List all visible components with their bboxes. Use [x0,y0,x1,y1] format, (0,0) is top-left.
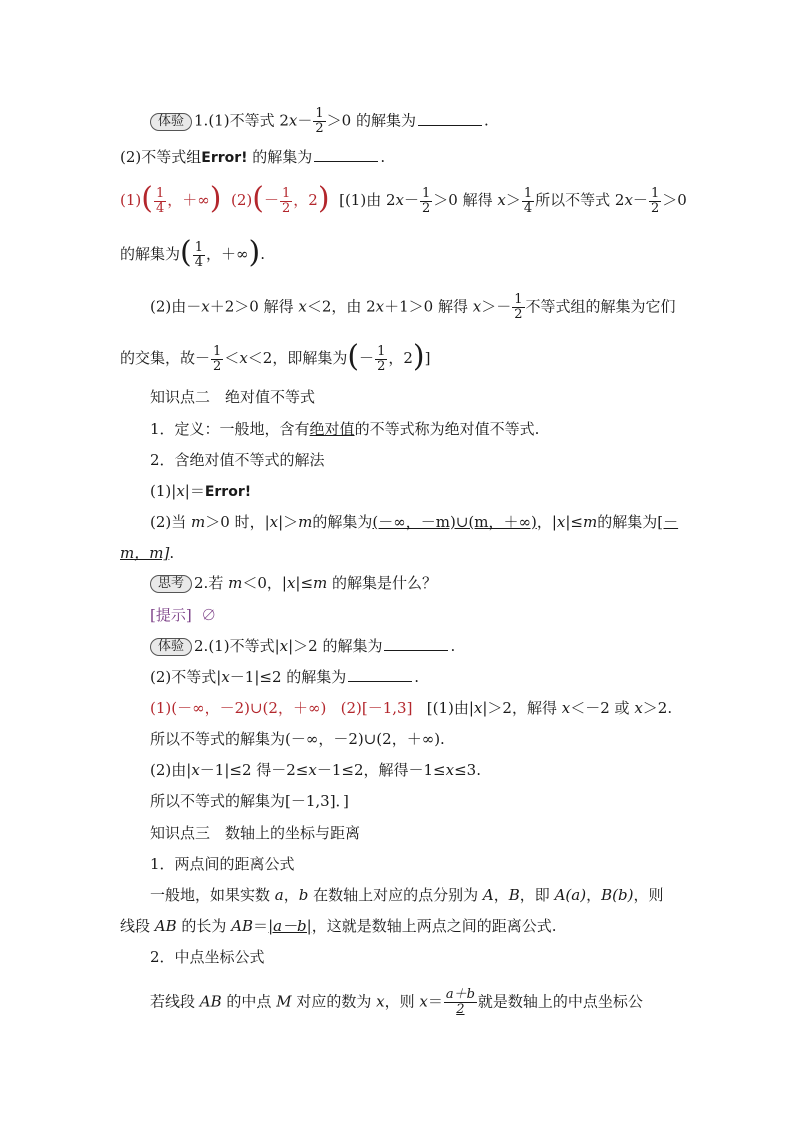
section-title-kp3: 知识点三 数轴上的坐标与距离 [150,824,361,842]
exercise-2-question-2: (2)不等式|x－1|≤2 的解集为 . [150,668,420,686]
exercise-1-question-2: (2)不等式组Error! 的解集为 . [120,148,386,166]
kp3-midpoint-title: 2．中点坐标公式 [150,948,265,966]
exercise-2-solution-2: (2)由|x－1|≤2 得－2≤x－1≤2，解得－1≤x≤3. [150,761,481,779]
kp3-midpoint-text: 若线段 AB 的中点 M 对应的数为 x，则 x＝ $\frac{a+b}{2}$ 就是数轴上的中点坐标公 [150,987,643,1017]
think-question: 思考 2.若 m＜0，|x|≤m 的解集是什么？ [150,573,437,594]
exercise-2-answer: (1)(－∞，－2)∪(2，＋∞) (2)[－1,3] [(1)由|x|＞2，解得 x＜－2 或 x＞2. [150,699,673,717]
kp2-when-line-2: m，m]. [120,544,175,562]
kp2-when-line: (2)当 m＞0 时，|x|＞m的解集为(－∞，－m)∪(m，＋∞)，|x|≤m的解集为[－ [150,513,679,531]
tag-sikao: 思考 [150,575,192,593]
kp3-distance-text-2: 线段 AB 的长为 AB＝|a－b|，这就是数轴上两点之间的距离公式. [120,917,557,935]
answer-blank [314,147,378,162]
exercise-2-solution-2b: 所以不等式的解集为[－1,3]．] [150,792,349,810]
think-hint: [提示] ∅ [150,606,217,624]
exercise-1-solution-1b: 的解集为( $\frac{1}{4}$ ，＋∞). [120,235,266,270]
kp3-distance-text-1: 一般地，如果实数 a，b 在数轴上对应的点分别为 A，B，即 A(a)，B(b)，则 [150,886,664,904]
exercise-2-question-1: 体验 2.(1)不等式|x|＞2 的解集为 . [150,636,455,657]
tag-tiyan-2: 体验 [150,638,192,656]
kp2-abs-definition: (1)|x|＝Error! [150,482,252,500]
tag-tiyan: 体验 [150,113,192,131]
kp3-distance-title: 1．两点间的距离公式 [150,855,295,873]
exercise-2-solution-1b: 所以不等式的解集为(－∞，－2)∪(2，＋∞). [150,730,445,748]
kp2-definition: 1．定义：一般地，含有绝对值的不等式称为绝对值不等式. [150,420,540,438]
exercise-1-solution-2b: 的交集，故－ $\frac{1}{2}$ ＜x＜2，即解集为(－ $\frac{1}{2}$ ，2)] [120,339,431,374]
section-title-kp2: 知识点二 绝对值不等式 [150,388,316,406]
exercise-1-solution-2: (2)由－x＋2＞0 解得 x＜2，由 2x＋1＞0 解得 x＞－ $\frac{1}{2}$ 不等式组的解集为它们 [150,292,676,322]
kp2-method-title: 2．含绝对值不等式的解法 [150,451,325,469]
fraction-midpoint: $\frac{a+b}{2}$ [445,987,475,1017]
exercise-1-question-1: 体验 1.(1)不等式 2x－ $\frac{1}{2}$ ＞0 的解集为 . [150,107,489,136]
answer-blank [348,667,412,682]
exercise-1-answer: (1)( $\frac{1}{4}$ ，＋∞) (2)(－ $\frac{1}{2}$ ，2) [(1)由 2x－ $\frac{1}{2}$ ＞0 解得 x＞ $\frac{1}{4}$ 所以不等式 2x－ $\frac{1}{2}$ ＞0 [120,181,687,216]
fraction-half: $\frac{1}{2}$ [315,106,324,136]
answer-blank [418,111,482,126]
answer-blank [384,636,448,651]
